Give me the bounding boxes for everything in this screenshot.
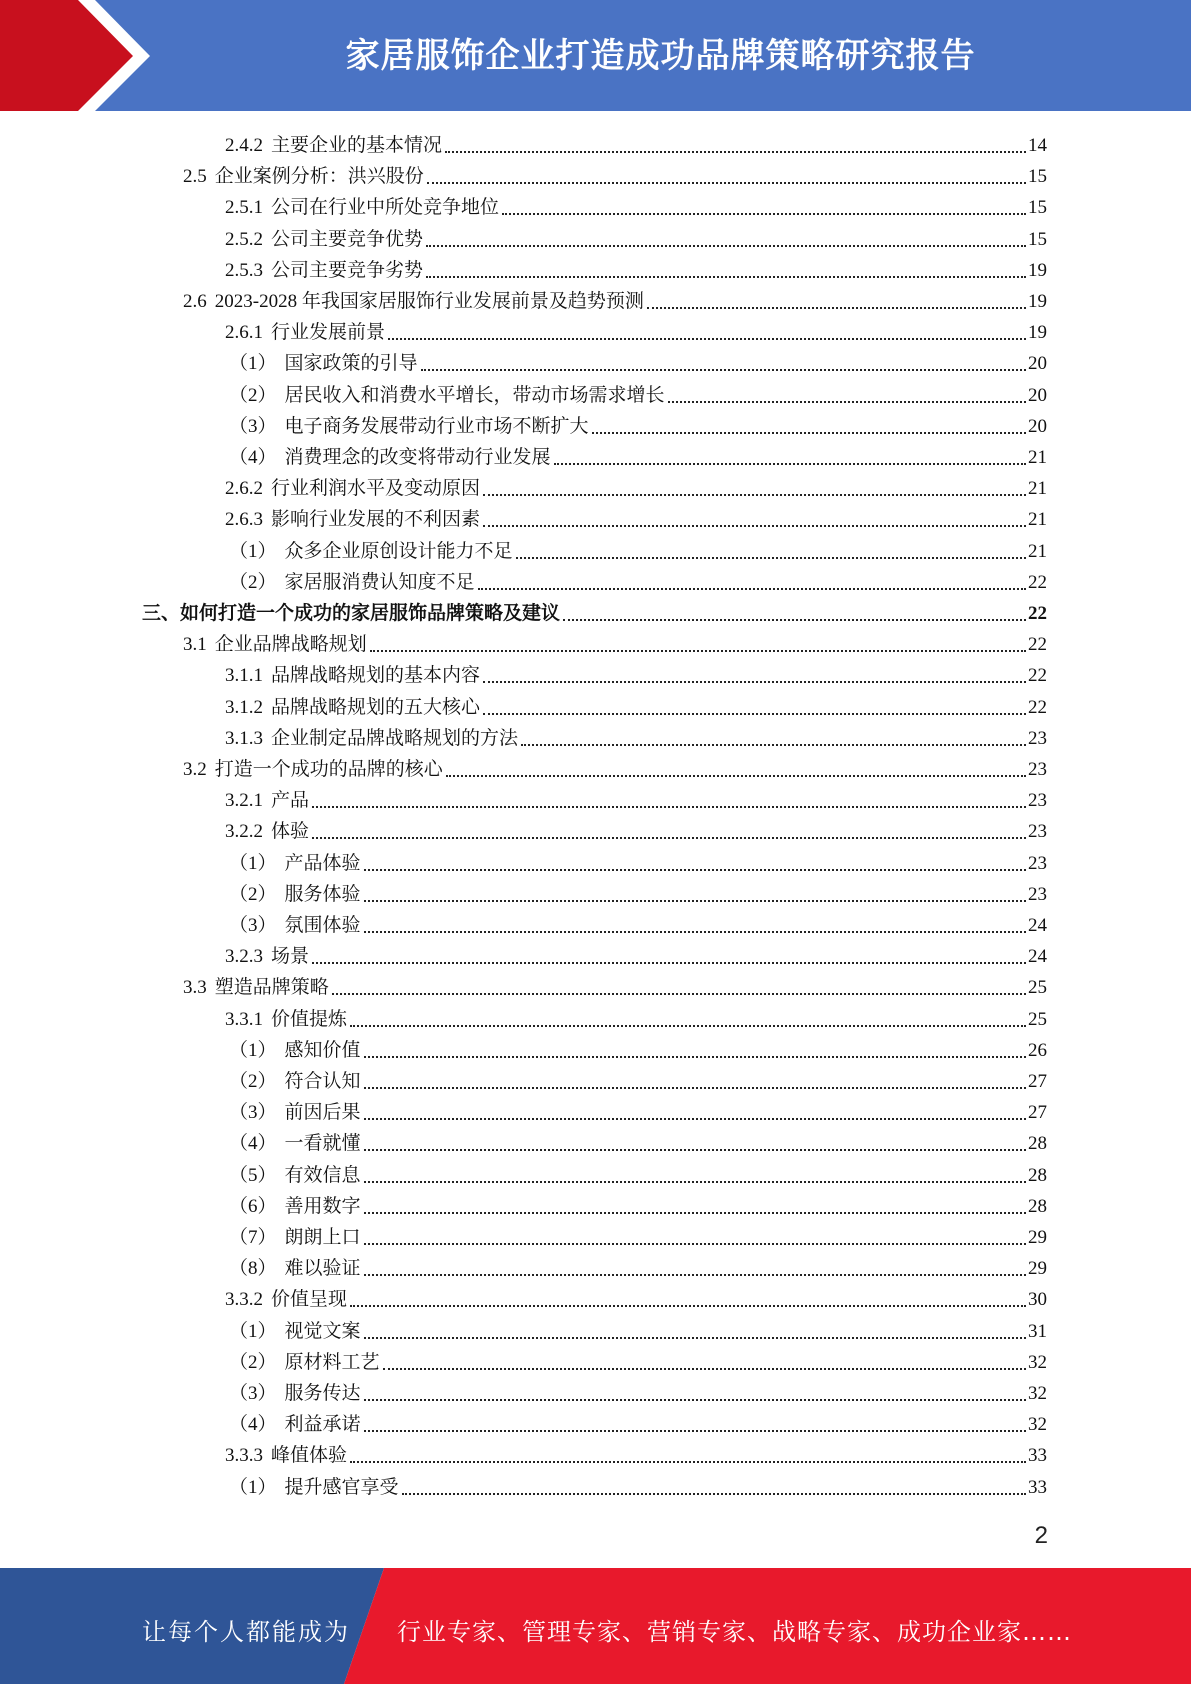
toc-entry-number: 3.3.1 <box>225 1008 263 1030</box>
toc-dot-leader <box>446 775 1026 777</box>
toc-entry-number: 三、 <box>142 603 181 624</box>
toc-entry-number: （4） <box>229 1133 277 1155</box>
toc-entry-page: 23 <box>1028 821 1047 843</box>
toc-entry-page: 19 <box>1028 291 1047 312</box>
toc-entry-text: 场景 <box>271 946 310 968</box>
toc-entry[interactable] <box>225 470 1047 501</box>
toc-entry-page: 32 <box>1028 1351 1047 1373</box>
toc-entry-page: 30 <box>1028 1289 1047 1311</box>
toc-entry-page: 32 <box>1028 1414 1047 1436</box>
toc-entry-number: （3） <box>229 1383 277 1404</box>
toc-entry[interactable] <box>229 1375 1047 1406</box>
toc-entry-title <box>229 571 475 595</box>
toc-entry-title <box>225 508 480 532</box>
toc-entry-title <box>229 1351 380 1375</box>
toc-entry-page: 23 <box>1028 727 1047 749</box>
toc-dot-leader <box>502 213 1026 215</box>
toc-entry-number: （8） <box>229 1258 277 1280</box>
toc-entry-text: 价值提炼 <box>271 1008 348 1030</box>
toc-entry-title <box>229 1070 361 1094</box>
toc-entry-page: 32 <box>1028 1383 1047 1404</box>
toc-entry-number: 2.5.3 <box>225 259 263 281</box>
toc-dot-leader <box>350 1025 1026 1027</box>
toc-entry-number: （1） <box>229 1039 277 1061</box>
report-title: 家居服饰企业打造成功品牌策略研究报告 <box>345 36 976 76</box>
toc-entry-title <box>225 789 309 813</box>
toc-entry[interactable] <box>225 1437 1047 1468</box>
toc-entry-text: 产品 <box>271 790 310 812</box>
toc-dot-leader <box>312 806 1026 808</box>
toc-dot-leader <box>427 182 1026 184</box>
toc-entry[interactable] <box>225 501 1047 532</box>
toc-entry-page: 21 <box>1028 447 1047 468</box>
toc-dot-leader <box>668 401 1026 403</box>
toc-entry[interactable] <box>229 1188 1047 1219</box>
toc-entry[interactable] <box>183 158 1047 189</box>
toc-dot-leader <box>647 307 1026 309</box>
toc-entry-number: 2.6.3 <box>225 509 263 531</box>
toc-entry-number: （4） <box>229 447 277 468</box>
toc-entry-page: 15 <box>1028 228 1047 250</box>
toc-entry-page: 20 <box>1028 415 1047 437</box>
toc-entry-number: 2.5 <box>183 166 207 188</box>
toc-entry-text: 朗朗上口 <box>284 1227 361 1248</box>
toc-entry-page: 21 <box>1028 509 1047 531</box>
toc-entry-text: 2023-2028 年我国家居服饰行业发展前景及趋势预测 <box>214 291 644 312</box>
toc-dot-leader <box>364 1181 1026 1183</box>
toc-entry-text: 产品体验 <box>284 852 361 874</box>
toc-entry-number: 3.1 <box>183 634 207 656</box>
toc-entry-number: （2） <box>229 571 277 593</box>
toc-entry[interactable] <box>225 657 1047 688</box>
toc-entry-number: （1） <box>229 540 277 562</box>
toc-dot-leader <box>364 1430 1026 1432</box>
toc-entry-text: 有效信息 <box>284 1164 361 1186</box>
toc-entry-number: 3.2.1 <box>225 790 263 812</box>
toc-dot-leader <box>483 494 1026 496</box>
toc-entry-title <box>229 1195 361 1219</box>
toc-entry-text: 服务传达 <box>284 1383 361 1404</box>
toc-entry-number: （2） <box>229 384 277 406</box>
toc-entry-text: 难以验证 <box>284 1258 361 1280</box>
toc-entry-text: 品牌战略规划的基本内容 <box>271 665 481 687</box>
toc-dot-leader <box>426 245 1026 247</box>
toc-dot-leader <box>364 900 1026 902</box>
toc-dot-leader <box>364 1399 1026 1401</box>
toc-entry-number: 3.1.2 <box>225 696 263 718</box>
toc-entry[interactable] <box>229 845 1047 876</box>
toc-dot-leader <box>554 463 1026 465</box>
toc-entry[interactable] <box>229 1219 1047 1250</box>
toc-entry-title <box>225 820 309 844</box>
toc-entry[interactable] <box>229 408 1047 439</box>
toc-entry-number: 3.2.3 <box>225 946 263 968</box>
toc-dot-leader <box>350 1305 1026 1307</box>
toc-entry-text: 符合认知 <box>284 1071 361 1092</box>
toc-entry-text: 行业发展前景 <box>271 322 386 344</box>
toc-dot-leader <box>426 276 1026 278</box>
toc-entry-page: 21 <box>1028 478 1047 500</box>
toc-entry-text: 氛围体验 <box>284 915 361 936</box>
toc-entry-page: 28 <box>1028 1195 1047 1217</box>
toc-entry[interactable] <box>183 751 1047 782</box>
toc-dot-leader <box>445 151 1026 153</box>
toc-entry-text: 公司主要竞争劣势 <box>271 259 424 281</box>
toc-dot-leader <box>483 713 1026 715</box>
toc-dot-leader <box>364 1337 1026 1339</box>
toc-entry[interactable] <box>225 314 1047 345</box>
toc-entry-title <box>225 1008 347 1032</box>
toc-entry-page: 23 <box>1028 883 1047 905</box>
toc-entry-text: 服务体验 <box>284 883 361 905</box>
toc-entry-number: （4） <box>229 1414 277 1436</box>
toc-entry-text: 企业案例分析：洪兴股份 <box>214 166 424 188</box>
toc-entry[interactable] <box>225 252 1047 283</box>
toc-entry-title <box>225 134 442 158</box>
toc-entry-page: 22 <box>1028 603 1047 624</box>
toc-entry-title <box>183 290 644 314</box>
toc-entry-title <box>229 1257 361 1281</box>
toc-entry-text: 国家政策的引导 <box>284 353 418 375</box>
toc-entry-page: 28 <box>1028 1133 1047 1155</box>
toc-entry-text: 影响行业发展的不利因素 <box>271 509 481 531</box>
toc-entry[interactable] <box>225 689 1047 720</box>
toc-entry[interactable] <box>225 938 1047 969</box>
page-number: 2 <box>1034 1522 1048 1549</box>
toc-entry-page: 20 <box>1028 353 1047 375</box>
toc-entry-page: 29 <box>1028 1258 1047 1280</box>
toc-entry[interactable] <box>229 1125 1047 1156</box>
toc-entry-number: 3.3.2 <box>225 1289 263 1311</box>
toc-entry-number: 3.3 <box>183 977 207 999</box>
toc-entry-page: 15 <box>1028 197 1047 219</box>
toc-entry-page: 24 <box>1028 915 1047 936</box>
toc-entry-text: 如何打造一个成功的家居服饰品牌策略及建议 <box>180 603 561 624</box>
toc-entry-title <box>225 945 309 969</box>
toc-entry-number: 2.6.1 <box>225 322 263 344</box>
toc-entry-text: 品牌战略规划的五大核心 <box>271 696 481 718</box>
toc-entry-title <box>229 540 513 564</box>
toc-dot-leader <box>370 650 1026 652</box>
toc-entry-number: （5） <box>229 1164 277 1186</box>
toc-dot-leader <box>364 1149 1026 1151</box>
toc-entry-number: 3.2.2 <box>225 821 263 843</box>
toc-dot-leader <box>521 744 1026 746</box>
toc-entry-text: 善用数字 <box>284 1195 361 1217</box>
toc-entry[interactable] <box>142 595 1047 626</box>
toc-entry-page: 24 <box>1028 946 1047 968</box>
toc-entry[interactable] <box>229 345 1047 376</box>
toc-dot-leader <box>563 619 1026 621</box>
toc-entry-text: 主要企业的基本情况 <box>271 135 443 156</box>
toc-entry-page: 23 <box>1028 790 1047 812</box>
toc-entry-title <box>229 446 551 470</box>
toc-entry-number: （2） <box>229 1351 277 1373</box>
toc-entry-title <box>142 602 560 626</box>
toc-entry-text: 行业利润水平及变动原因 <box>271 478 481 500</box>
toc-dot-leader <box>332 993 1026 995</box>
toc-entry-text: 一看就懂 <box>284 1133 361 1155</box>
toc-entry-number: （1） <box>229 1476 277 1498</box>
toc-entry-page: 22 <box>1028 571 1047 593</box>
toc-entry-text: 利益承诺 <box>284 1414 361 1436</box>
toc-dot-leader <box>364 1056 1026 1058</box>
page-footer <box>0 1568 1191 1684</box>
toc-entry-page: 14 <box>1028 135 1047 156</box>
toc-entry-number: （2） <box>229 883 277 905</box>
toc-entry-text: 前因后果 <box>284 1102 361 1124</box>
toc-entry-page: 22 <box>1028 665 1047 687</box>
toc-entry-number: （1） <box>229 353 277 375</box>
toc-dot-leader <box>364 1274 1026 1276</box>
toc-entry[interactable] <box>183 626 1047 657</box>
toc-entry-number: （6） <box>229 1195 277 1217</box>
toc-entry-title <box>229 914 361 938</box>
toc-dot-leader <box>478 588 1026 590</box>
toc-entry[interactable] <box>225 782 1047 813</box>
toc-entry-page: 27 <box>1028 1102 1047 1124</box>
toc-entry-number: 2.5.2 <box>225 228 263 250</box>
toc-entry-title <box>225 477 480 501</box>
page-header <box>0 0 1191 111</box>
toc-entry-title <box>225 1444 347 1468</box>
toc-entry-page: 27 <box>1028 1071 1047 1092</box>
toc-entry[interactable] <box>229 1032 1047 1063</box>
toc-entry[interactable] <box>229 1157 1047 1188</box>
toc-entry-page: 25 <box>1028 1008 1047 1030</box>
toc-dot-leader <box>364 869 1026 871</box>
toc-entry-page: 31 <box>1028 1320 1047 1342</box>
toc-entry-number: （3） <box>229 915 277 936</box>
toc-entry-number: 3.3.3 <box>225 1445 263 1467</box>
toc-entry-page: 26 <box>1028 1039 1047 1061</box>
toc-dot-leader <box>350 1461 1026 1463</box>
toc-entry-number: （2） <box>229 1071 277 1092</box>
toc-entry-title <box>229 1132 361 1156</box>
toc-entry-title <box>229 1476 399 1500</box>
toc-entry[interactable] <box>229 1250 1047 1281</box>
toc-entry-number: 2.5.1 <box>225 197 263 219</box>
toc-dot-leader <box>592 432 1026 434</box>
toc-entry-title <box>229 1382 361 1406</box>
toc-entry-title <box>229 883 361 907</box>
toc-entry-title <box>229 352 418 376</box>
toc-entry-number: （1） <box>229 852 277 874</box>
toc-entry[interactable] <box>225 1281 1047 1312</box>
toc-entry-page: 33 <box>1028 1445 1047 1467</box>
toc-entry-text: 提升感官享受 <box>284 1476 399 1498</box>
toc-entry-number: 3.2 <box>183 759 207 780</box>
footer-slogan-right: 行业专家、管理专家、营销专家、战略专家、成功企业家…… <box>397 1618 1072 1646</box>
toc-entry[interactable] <box>225 813 1047 844</box>
toc-entry-text: 体验 <box>271 821 310 843</box>
toc-entry-page: 33 <box>1028 1476 1047 1498</box>
toc-entry-title <box>225 1288 347 1312</box>
toc-entry-title <box>183 165 424 189</box>
toc-entry-title <box>183 758 443 782</box>
toc-entry-title <box>229 1039 361 1063</box>
toc-entry-text: 公司在行业中所处竞争地位 <box>271 197 500 219</box>
toc-entry-title <box>229 1226 361 1250</box>
toc-entry-title <box>225 727 518 751</box>
toc-entry-title <box>229 1320 361 1344</box>
toc-entry-page: 25 <box>1028 977 1047 999</box>
toc-entry[interactable] <box>229 1313 1047 1344</box>
toc-entry-page: 28 <box>1028 1164 1047 1186</box>
toc-entry-number: 2.6.2 <box>225 478 263 500</box>
toc-entry[interactable] <box>229 1094 1047 1125</box>
toc-entry[interactable] <box>183 283 1047 314</box>
toc-entry-title <box>225 259 423 283</box>
toc-entry[interactable] <box>225 720 1047 751</box>
toc-entry-title <box>229 1101 361 1125</box>
toc-entry-text: 感知价值 <box>284 1039 361 1061</box>
toc-entry-text: 电子商务发展带动行业市场不断扩大 <box>284 415 589 437</box>
toc-entry-title <box>229 415 589 439</box>
toc-entry-page: 21 <box>1028 540 1047 562</box>
toc-entry-text: 塑造品牌策略 <box>214 977 329 999</box>
toc-entry-text: 原材料工艺 <box>284 1351 380 1373</box>
toc-entry-title <box>229 1164 361 1188</box>
toc-dot-leader <box>383 1368 1026 1370</box>
toc-entry-title <box>225 696 480 720</box>
toc-dot-leader <box>421 369 1026 371</box>
toc-entry-page: 29 <box>1028 1227 1047 1248</box>
toc-entry-title <box>229 852 361 876</box>
toc-entry-title <box>183 633 367 657</box>
toc-entry-title <box>225 196 499 220</box>
toc-entry-page: 19 <box>1028 322 1047 344</box>
toc-dot-leader <box>364 1243 1026 1245</box>
toc-entry-page: 22 <box>1028 696 1047 718</box>
toc-entry[interactable] <box>229 907 1047 938</box>
toc-dot-leader <box>364 931 1026 933</box>
toc-entry-text: 打造一个成功的品牌的核心 <box>214 759 443 780</box>
toc-entry-title <box>229 384 665 408</box>
toc-entry[interactable] <box>229 564 1047 595</box>
toc-entry[interactable] <box>229 1469 1047 1500</box>
toc-entry[interactable] <box>229 1344 1047 1375</box>
toc-dot-leader <box>364 1087 1026 1089</box>
toc-entry-text: 价值呈现 <box>271 1289 348 1311</box>
toc-entry-number: 2.6 <box>183 291 207 312</box>
toc-entry-number: 3.1.3 <box>225 727 263 749</box>
toc-entry[interactable] <box>229 1063 1047 1094</box>
toc-entry-text: 企业制定品牌战略规划的方法 <box>271 727 519 749</box>
toc-dot-leader <box>516 557 1026 559</box>
toc-entry[interactable] <box>229 439 1047 470</box>
toc-entry-text: 公司主要竞争优势 <box>271 228 424 250</box>
toc-entry-page: 19 <box>1028 259 1047 281</box>
toc-entry-title <box>225 664 480 688</box>
toc-entry-text: 家居服消费认知度不足 <box>284 571 475 593</box>
toc-entry-number: （1） <box>229 1320 277 1342</box>
toc-entry-number: （3） <box>229 415 277 437</box>
toc-entry-number: 2.4.2 <box>225 135 263 156</box>
toc-entry-number: 3.1.1 <box>225 665 263 687</box>
toc-entry-page: 23 <box>1028 852 1047 874</box>
footer-slogan-left: 让每个人都能成为 <box>142 1618 350 1646</box>
toc-entry[interactable] <box>229 377 1047 408</box>
toc-entry[interactable] <box>229 1406 1047 1437</box>
toc-entry-title <box>225 228 423 252</box>
toc-dot-leader <box>312 962 1026 964</box>
toc-entry[interactable] <box>225 127 1047 158</box>
toc-entry-number: （7） <box>229 1227 277 1248</box>
toc-entry-page: 20 <box>1028 384 1047 406</box>
toc-entry-text: 企业品牌战略规划 <box>214 634 367 656</box>
toc-entry-text: 视觉文案 <box>284 1320 361 1342</box>
toc-entry[interactable] <box>229 876 1047 907</box>
toc-entry-page: 15 <box>1028 166 1047 188</box>
toc-dot-leader <box>483 525 1026 527</box>
toc-entry[interactable] <box>225 1001 1047 1032</box>
toc-entry-title <box>183 976 329 1000</box>
toc-entry-title <box>229 1413 361 1437</box>
toc-entry-text: 峰值体验 <box>271 1445 348 1467</box>
toc-dot-leader <box>388 338 1026 340</box>
toc-entry-text: 居民收入和消费水平增长，带动市场需求增长 <box>284 384 665 406</box>
toc-entry[interactable] <box>183 969 1047 1000</box>
toc-entry-page: 22 <box>1028 634 1047 656</box>
toc-entry[interactable] <box>225 189 1047 220</box>
toc-entry-number: （3） <box>229 1102 277 1124</box>
toc-entry[interactable] <box>229 533 1047 564</box>
toc-entry[interactable] <box>225 221 1047 252</box>
toc-entry-title <box>225 321 385 345</box>
toc-entry-text: 消费理念的改变将带动行业发展 <box>284 447 551 468</box>
toc-dot-leader <box>364 1118 1026 1120</box>
toc-dot-leader <box>402 1493 1026 1495</box>
toc-entry-text: 众多企业原创设计能力不足 <box>284 540 513 562</box>
toc-dot-leader <box>364 1212 1026 1214</box>
toc-dot-leader <box>483 681 1026 683</box>
toc-dot-leader <box>312 837 1026 839</box>
toc-entry-page: 23 <box>1028 759 1047 780</box>
